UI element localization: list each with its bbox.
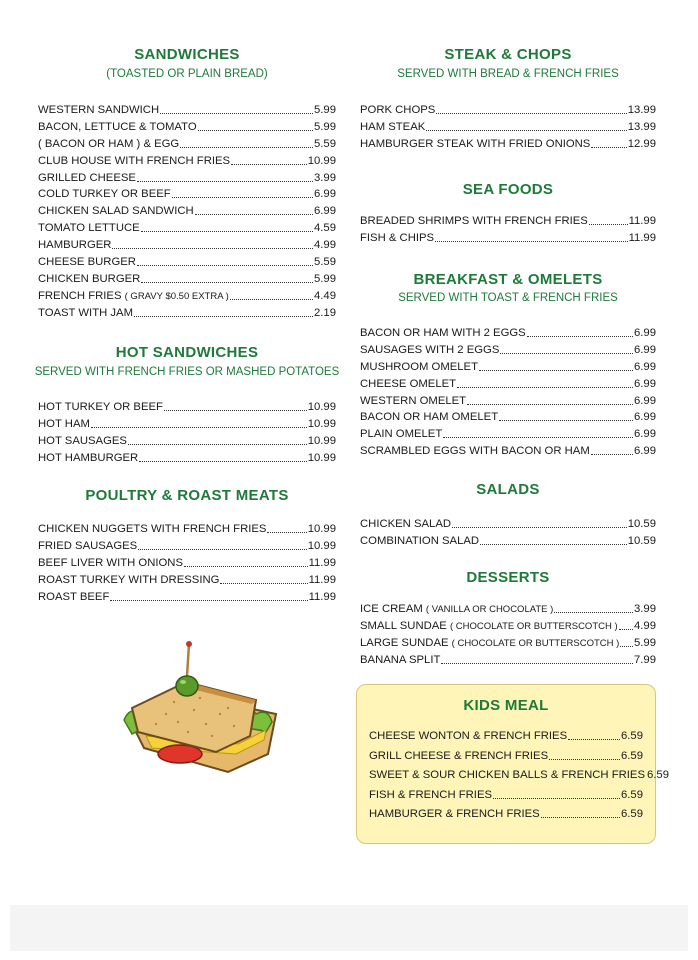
menu-item-label: BACON, LETTUCE & TOMATO xyxy=(38,120,197,133)
menu-item-name xyxy=(38,399,163,416)
menu-item-name xyxy=(360,601,553,619)
menu-item-label: HOT HAM xyxy=(38,417,90,430)
menu-item-name xyxy=(38,538,137,555)
menu-item-label: SWEET & SOUR CHICKEN BALLS & FRENCH FRIES xyxy=(369,769,645,781)
dot-leader xyxy=(267,532,306,533)
menu-item xyxy=(360,102,656,119)
dot-leader xyxy=(230,299,313,300)
menu-item-label: FISH & FRENCH FRIES xyxy=(369,788,493,801)
menu-item-label: CHICKEN SALAD SANDWICH xyxy=(38,205,194,218)
menu-item-price: 13.99 xyxy=(627,120,656,133)
menu-item-name xyxy=(360,618,618,636)
breakfast-subtitle: SERVED WITH TOAST & FRENCH FRIES xyxy=(398,292,618,304)
dot-leader xyxy=(452,527,627,528)
menu-item-label: SMALL SUNDAE xyxy=(360,619,450,632)
menu-item-label: CLUB HOUSE WITH FRENCH FRIES xyxy=(38,154,231,167)
menu-item-name xyxy=(360,393,466,410)
menu-item-label: PLAIN OMELET xyxy=(360,428,443,441)
menu-item-price: 6.59 xyxy=(621,808,643,820)
menu-item-price: 4.99 xyxy=(314,239,336,252)
desserts-list xyxy=(360,601,656,669)
menu-item-price: 6.99 xyxy=(634,343,656,356)
menu-item-name xyxy=(360,376,456,393)
sandwiches-subtitle: (TOASTED OR PLAIN BREAD) xyxy=(106,68,268,80)
dot-leader xyxy=(619,629,633,630)
menu-item-price: 6.99 xyxy=(314,205,336,218)
menu-item-name xyxy=(38,555,183,572)
menu-item xyxy=(38,399,336,416)
menu-item-price: 4.59 xyxy=(314,222,336,235)
menu-item-price: 5.59 xyxy=(314,256,336,269)
dot-leader xyxy=(493,798,620,799)
hot-sandwiches-list xyxy=(38,399,336,467)
seafoods-title: SEA FOODS xyxy=(462,181,554,198)
menu-item-price: 6.99 xyxy=(634,377,656,390)
menu-item xyxy=(360,516,656,533)
sandwiches-list xyxy=(38,102,336,322)
menu-item-name xyxy=(38,254,136,271)
menu-item-name xyxy=(38,305,133,322)
menu-item-name xyxy=(38,450,138,467)
menu-item-label: MUSHROOM OMELET xyxy=(360,360,478,373)
menu-item-label: LARGE SUNDAE xyxy=(360,636,452,649)
menu-item-label: CHICKEN NUGGETS WITH FRENCH FRIES xyxy=(38,523,267,535)
menu-item xyxy=(38,416,336,433)
menu-item-name xyxy=(38,119,197,136)
menu-item xyxy=(369,727,643,747)
menu-item-name xyxy=(38,589,109,606)
dot-leader xyxy=(112,248,313,249)
menu-item xyxy=(38,119,336,136)
seafoods-list xyxy=(360,213,656,247)
menu-item-label: BANANA SPLIT xyxy=(360,653,441,666)
menu-item-note: ( CHOCOLATE OR BUTTERSCOTCH ) xyxy=(449,620,618,632)
menu-item-price: 10.59 xyxy=(627,518,656,530)
dot-leader xyxy=(591,454,633,455)
kids-meal-title: KIDS MEAL xyxy=(463,697,549,714)
menu-item-label: HOT TURKEY OR BEEF xyxy=(38,401,163,413)
dot-leader xyxy=(91,427,307,428)
menu-item-label: HAMBURGER STEAK WITH FRIED ONIONS xyxy=(360,137,591,150)
menu-item xyxy=(38,538,336,555)
menu-item xyxy=(360,342,656,359)
menu-item-name xyxy=(38,271,140,288)
menu-item-label: GRILL CHEESE & FRENCH FRIES xyxy=(369,749,549,762)
menu-item-price: 13.99 xyxy=(627,104,656,116)
dot-leader xyxy=(479,370,633,371)
menu-item-name xyxy=(360,426,442,443)
menu-item-label: HAMBURGER & FRENCH FRIES xyxy=(369,808,540,820)
menu-item-label: FRIED SAUSAGES xyxy=(38,539,138,552)
salads-title: SALADS xyxy=(476,481,540,498)
menu-item xyxy=(38,555,336,572)
menu-item-name xyxy=(38,186,171,203)
kids-meal-list xyxy=(369,727,669,825)
menu-item-name xyxy=(360,516,451,533)
menu-item-label: CHICKEN SALAD xyxy=(360,518,452,530)
dot-leader xyxy=(195,214,313,215)
menu-item-price: 10.99 xyxy=(307,451,336,464)
menu-item-price: 6.59 xyxy=(621,749,643,762)
menu-item xyxy=(38,153,336,170)
menu-item-price: 6.99 xyxy=(314,188,336,201)
menu-item-label: ROAST TURKEY WITH DRESSING xyxy=(38,573,220,586)
menu-item-name xyxy=(369,786,492,806)
menu-item-name xyxy=(38,170,136,187)
menu-item-name xyxy=(360,213,588,230)
dot-leader xyxy=(435,241,627,242)
menu-item-price: 5.99 xyxy=(634,636,656,649)
menu-item-label: HAMBURGER xyxy=(38,239,112,252)
menu-item-price: 4.49 xyxy=(314,289,336,302)
menu-item xyxy=(360,119,656,136)
menu-item-label: WESTERN OMELET xyxy=(360,394,467,407)
menu-item-label: ( BACON OR HAM ) & EGG xyxy=(38,137,180,150)
menu-item xyxy=(38,186,336,203)
dot-leader xyxy=(180,147,313,148)
hot-sandwiches-title: HOT SANDWICHES xyxy=(115,344,259,361)
menu-item-price: 6.59 xyxy=(621,730,643,742)
menu-item-name xyxy=(360,342,499,359)
dot-leader xyxy=(620,646,633,647)
menu-item xyxy=(369,786,643,806)
menu-item-name xyxy=(360,119,425,136)
menu-item-price: 6.59 xyxy=(647,769,669,781)
menu-item-name xyxy=(360,652,440,669)
dot-leader xyxy=(467,404,633,405)
menu-item-price: 6.99 xyxy=(634,445,656,458)
salads-list xyxy=(360,516,656,550)
menu-item xyxy=(38,220,336,237)
menu-item-label: ROAST BEEF xyxy=(38,590,110,603)
breakfast-list xyxy=(360,325,656,460)
menu-item xyxy=(38,237,336,254)
menu-item-price: 6.99 xyxy=(634,411,656,424)
menu-item xyxy=(360,393,656,410)
menu-item-label: FRENCH FRIES xyxy=(38,289,125,302)
menu-item-label: BACON OR HAM OMELET xyxy=(360,411,499,424)
menu-item-label: SCRAMBLED EGGS WITH BACON OR HAM xyxy=(360,445,590,458)
menu-item-price: 10.99 xyxy=(307,434,336,447)
menu-item-label: BREADED SHRIMPS WITH FRENCH FRIES xyxy=(360,215,588,227)
poultry-title: POULTRY & ROAST MEATS xyxy=(85,487,289,504)
menu-item-name xyxy=(38,153,230,170)
menu-item-name xyxy=(369,727,567,747)
dot-leader xyxy=(220,583,307,584)
steak-subtitle: SERVED WITH BREAD & FRENCH FRIES xyxy=(397,68,619,80)
dot-leader xyxy=(441,663,633,664)
menu-item-note: ( VANILLA OR CHOCOLATE ) xyxy=(425,604,554,615)
menu-item-name xyxy=(360,325,526,342)
kids-meal-box xyxy=(356,684,669,844)
menu-item xyxy=(38,254,336,271)
menu-item-label: SAUSAGES WITH 2 EGGS xyxy=(360,343,500,356)
menu-item xyxy=(38,203,336,220)
dot-leader xyxy=(480,544,627,545)
dot-leader xyxy=(527,336,633,337)
menu-item-label: GRILLED CHEESE xyxy=(38,171,136,184)
menu-item-price: 11.99 xyxy=(308,556,336,569)
left-column xyxy=(34,0,340,960)
menu-item-name xyxy=(38,433,127,450)
menu-item-price: 10.99 xyxy=(307,523,336,535)
menu-item-price: 6.59 xyxy=(621,788,643,801)
dot-leader xyxy=(426,130,626,131)
desserts-title: DESSERTS xyxy=(466,569,550,586)
menu-item-price: 3.99 xyxy=(634,603,656,615)
menu-item xyxy=(38,102,336,119)
menu-item xyxy=(360,213,656,230)
menu-item-name xyxy=(360,136,590,153)
menu-item-name xyxy=(360,230,434,247)
menu-item-price: 5.99 xyxy=(314,120,336,133)
menu-item-price: 6.99 xyxy=(634,394,656,407)
menu-item-price: 7.99 xyxy=(634,653,656,666)
dot-leader xyxy=(591,147,626,148)
dot-leader xyxy=(110,600,307,601)
menu-item xyxy=(38,572,336,589)
menu-item-name xyxy=(38,572,219,589)
menu-item xyxy=(38,170,336,187)
dot-leader xyxy=(139,461,307,462)
menu-item-label: ICE CREAM xyxy=(360,603,426,615)
menu-item xyxy=(360,230,656,247)
menu-item-label: CHEESE OMELET xyxy=(360,377,457,390)
dot-leader xyxy=(457,387,633,388)
menu-item xyxy=(369,747,643,767)
menu-item-name xyxy=(369,747,548,767)
dot-leader xyxy=(568,739,620,740)
menu-item-label: FISH & CHIPS xyxy=(360,231,435,244)
menu-item-price: 6.99 xyxy=(634,428,656,441)
menu-item-price: 11.99 xyxy=(308,590,336,603)
menu-item-label: HOT HAMBURGER xyxy=(38,451,139,464)
menu-item-label: PORK CHOPS xyxy=(360,104,436,116)
menu-item-price: 10.99 xyxy=(307,401,336,413)
menu-item-price: 4.99 xyxy=(634,619,656,632)
menu-item-price: 2.19 xyxy=(314,306,336,319)
menu-item-name xyxy=(38,203,194,220)
menu-item-name xyxy=(360,533,479,550)
menu-item-name xyxy=(369,766,645,786)
menu-item-price: 6.99 xyxy=(634,327,656,339)
menu-item xyxy=(360,601,656,618)
menu-item-price: 6.99 xyxy=(634,360,656,373)
menu-item-price: 5.99 xyxy=(314,104,336,116)
menu-item xyxy=(360,359,656,376)
menu-item-label: COMBINATION SALAD xyxy=(360,534,480,547)
menu-item-label: CHICKEN BURGER xyxy=(38,272,141,285)
menu-item-price: 10.59 xyxy=(627,534,656,547)
menu-item-name xyxy=(360,635,619,653)
menu-item xyxy=(360,376,656,393)
menu-item-price: 10.99 xyxy=(307,539,336,552)
menu-item xyxy=(360,635,656,652)
steak-title: STEAK & CHOPS xyxy=(444,46,572,63)
menu-item xyxy=(38,136,336,153)
dot-leader xyxy=(541,817,620,818)
menu-item xyxy=(38,288,336,305)
menu-item-name xyxy=(360,102,435,119)
dot-leader xyxy=(554,612,633,613)
menu-item xyxy=(360,618,656,635)
breakfast-title: BREAKFAST & OMELETS xyxy=(413,271,603,288)
menu-item-label: TOAST WITH JAM xyxy=(38,306,133,319)
menu-item xyxy=(369,766,669,786)
menu-item-label: CHEESE BURGER xyxy=(38,256,136,269)
menu-item-price: 10.99 xyxy=(307,417,336,430)
menu-item xyxy=(360,652,656,669)
menu-item-name xyxy=(38,136,179,153)
menu-item-note: ( CHOCOLATE OR BUTTERSCOTCH ) xyxy=(451,637,620,649)
dot-leader xyxy=(138,549,307,550)
dot-leader xyxy=(499,420,633,421)
menu-item xyxy=(360,443,656,460)
menu-item-price: 10.99 xyxy=(307,154,336,167)
menu-item-note: ( GRAVY $0.50 EXTRA ) xyxy=(124,290,229,302)
menu-item-name xyxy=(38,521,266,538)
menu-item xyxy=(38,589,336,606)
dot-leader xyxy=(128,444,307,445)
menu-item xyxy=(38,271,336,288)
menu-item-label: BACON OR HAM WITH 2 EGGS xyxy=(360,327,526,339)
menu-item xyxy=(360,325,656,342)
menu-item-label: HOT SAUSAGES xyxy=(38,434,127,447)
menu-item-name xyxy=(38,288,229,306)
dot-leader xyxy=(134,316,313,317)
hot-sandwiches-subtitle: SERVED WITH FRENCH FRIES OR MASHED POTATOES xyxy=(34,366,340,378)
bottom-band xyxy=(10,905,688,951)
menu-item-price: 11.99 xyxy=(308,573,336,586)
dot-leader xyxy=(198,130,313,131)
menu-item-name xyxy=(360,409,498,426)
dot-leader xyxy=(172,197,313,198)
steak-list xyxy=(360,102,656,153)
menu-item-name xyxy=(38,220,140,237)
menu-item-price: 5.99 xyxy=(314,272,336,285)
menu-item xyxy=(360,426,656,443)
menu-item-name xyxy=(38,416,90,433)
menu-item-label: COLD TURKEY OR BEEF xyxy=(38,188,171,201)
dot-leader xyxy=(443,437,633,438)
menu-item xyxy=(360,409,656,426)
dot-leader xyxy=(160,113,313,114)
dot-leader xyxy=(231,164,307,165)
menu-item xyxy=(360,136,656,153)
dot-leader xyxy=(141,231,313,232)
menu-item-price: 11.99 xyxy=(628,231,656,244)
menu-item-label: WESTERN SANDWICH xyxy=(38,104,160,116)
dot-leader xyxy=(137,265,313,266)
dot-leader xyxy=(500,353,633,354)
menu-item xyxy=(38,521,336,538)
menu-item xyxy=(360,533,656,550)
menu-item xyxy=(369,805,643,825)
menu-item-name xyxy=(360,443,590,460)
dot-leader xyxy=(184,566,308,567)
dot-leader xyxy=(589,224,628,225)
poultry-list xyxy=(38,521,336,605)
menu-item xyxy=(38,305,336,322)
dot-leader xyxy=(436,113,626,114)
menu-item-label: HAM STEAK xyxy=(360,120,426,133)
menu-item-name xyxy=(38,102,159,119)
menu-item-price: 12.99 xyxy=(627,137,656,150)
menu-item-label: BEEF LIVER WITH ONIONS xyxy=(38,556,183,569)
sandwiches-title: SANDWICHES xyxy=(134,46,240,63)
menu-item-label: TOMATO LETTUCE xyxy=(38,222,140,235)
menu-item xyxy=(38,433,336,450)
menu-item-name xyxy=(369,805,540,825)
menu-item-name xyxy=(360,359,478,376)
sandwich-icon xyxy=(116,636,286,786)
menu-item-price: 3.99 xyxy=(314,171,336,184)
dot-leader xyxy=(549,759,620,760)
dot-leader xyxy=(141,282,313,283)
dot-leader xyxy=(164,410,307,411)
menu-item-name xyxy=(38,237,111,254)
menu-item-price: 11.99 xyxy=(628,215,656,227)
menu-item xyxy=(38,450,336,467)
dot-leader xyxy=(137,181,313,182)
menu-item-label: CHEESE WONTON & FRENCH FRIES xyxy=(369,730,568,742)
menu-item-price: 5.59 xyxy=(314,137,336,150)
